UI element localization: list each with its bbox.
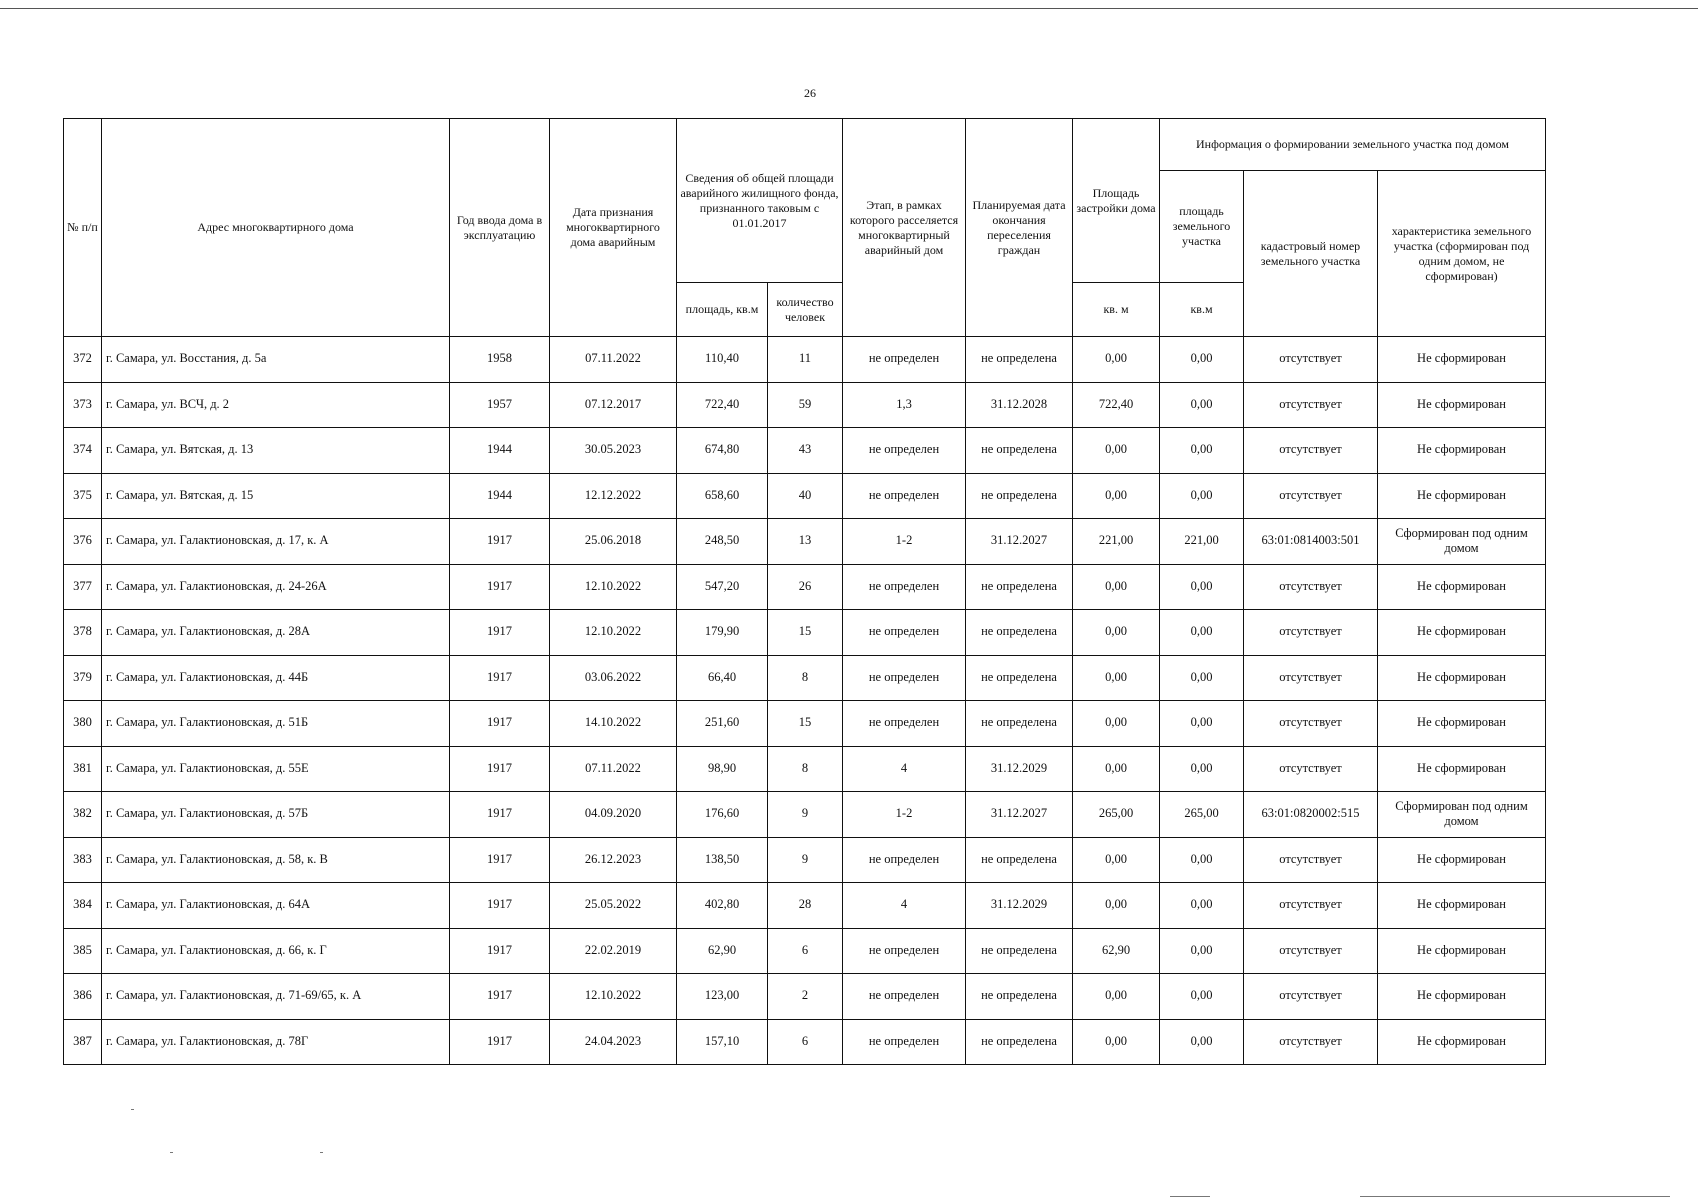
row-land-area: 265,00: [1160, 792, 1244, 838]
row-number: 385: [64, 928, 102, 974]
row-year: 1957: [450, 382, 550, 428]
row-building-area: 221,00: [1073, 519, 1160, 565]
table-row: [64, 837, 1546, 883]
row-people: 8: [768, 746, 843, 792]
row-planned-date: не определена: [966, 564, 1073, 610]
row-area: 658,60: [677, 473, 768, 519]
row-people: 2: [768, 974, 843, 1020]
row-land-status: Не сформирован: [1378, 974, 1546, 1020]
scan-speck: [320, 1152, 323, 1153]
table-row: [64, 974, 1546, 1020]
row-land-status: Не сформирован: [1378, 655, 1546, 701]
row-year: 1917: [450, 792, 550, 838]
row-area: 674,80: [677, 428, 768, 474]
row-area: 66,40: [677, 655, 768, 701]
row-address: г. Самара, ул. Галактионовская, д. 57Б: [102, 792, 450, 838]
scan-edge-line: [1360, 1196, 1670, 1197]
row-area: 110,40: [677, 337, 768, 383]
row-planned-date: 31.12.2027: [966, 519, 1073, 565]
row-recognition-date: 22.02.2019: [550, 928, 677, 974]
row-land-status: Не сформирован: [1378, 883, 1546, 929]
row-people: 15: [768, 701, 843, 747]
row-number: 376: [64, 519, 102, 565]
row-land-area: 0,00: [1160, 473, 1244, 519]
emergency-housing-table: [63, 118, 1546, 1065]
row-address: г. Самара, ул. Галактионовская, д. 28А: [102, 610, 450, 656]
row-address: г. Самара, ул. Галактионовская, д. 17, к. А: [102, 519, 450, 565]
row-area: 547,20: [677, 564, 768, 610]
row-stage: 1-2: [843, 792, 966, 838]
row-recognition-date: 26.12.2023: [550, 837, 677, 883]
row-planned-date: не определена: [966, 473, 1073, 519]
row-people: 9: [768, 837, 843, 883]
row-address: г. Самара, ул. Галактионовская, д. 66, к. Г: [102, 928, 450, 974]
row-land-area: 0,00: [1160, 701, 1244, 747]
scan-edge-line: [1170, 1196, 1210, 1197]
row-land-status: Сформирован под одним домом: [1378, 519, 1546, 565]
row-recognition-date: 12.12.2022: [550, 473, 677, 519]
row-building-area: 0,00: [1073, 837, 1160, 883]
row-cadastral: отсутствует: [1244, 1019, 1378, 1065]
row-land-area: 0,00: [1160, 610, 1244, 656]
row-land-status: Не сформирован: [1378, 337, 1546, 383]
header-people: количество человек: [768, 283, 843, 337]
row-address: г. Самара, ул. Галактионовская, д. 55Е: [102, 746, 450, 792]
row-planned-date: 31.12.2029: [966, 883, 1073, 929]
row-planned-date: не определена: [966, 337, 1073, 383]
row-building-area: 0,00: [1073, 610, 1160, 656]
header-cadastral: кадастровый номер земельного участка: [1244, 171, 1378, 337]
row-planned-date: не определена: [966, 655, 1073, 701]
row-address: г. Самара, ул. Вятская, д. 13: [102, 428, 450, 474]
row-planned-date: не определена: [966, 837, 1073, 883]
row-people: 15: [768, 610, 843, 656]
page-number: 26: [804, 86, 816, 100]
row-area: 402,80: [677, 883, 768, 929]
row-building-area: 722,40: [1073, 382, 1160, 428]
row-area: 123,00: [677, 974, 768, 1020]
row-cadastral: 63:01:0820002:515: [1244, 792, 1378, 838]
row-area: 251,60: [677, 701, 768, 747]
row-year: 1917: [450, 928, 550, 974]
row-building-area: 0,00: [1073, 655, 1160, 701]
row-stage: не определен: [843, 928, 966, 974]
row-planned-date: 31.12.2027: [966, 792, 1073, 838]
row-stage: не определен: [843, 655, 966, 701]
row-year: 1944: [450, 428, 550, 474]
row-planned-date: не определена: [966, 701, 1073, 747]
header-area-info: Сведения об общей площади аварийного жилищного фонда, признанного таковым с 01.01.2017: [677, 119, 843, 283]
table-row: [64, 655, 1546, 701]
row-land-area: 0,00: [1160, 564, 1244, 610]
row-stage: не определен: [843, 428, 966, 474]
table-row: [64, 701, 1546, 747]
row-people: 6: [768, 928, 843, 974]
row-number: 382: [64, 792, 102, 838]
row-stage: не определен: [843, 1019, 966, 1065]
row-address: г. Самара, ул. Галактионовская, д. 64А: [102, 883, 450, 929]
table-row: [64, 382, 1546, 428]
row-recognition-date: 25.06.2018: [550, 519, 677, 565]
row-land-status: Сформирован под одним домом: [1378, 792, 1546, 838]
row-planned-date: не определена: [966, 428, 1073, 474]
row-people: 9: [768, 792, 843, 838]
row-land-status: Не сформирован: [1378, 837, 1546, 883]
scan-speck: [131, 1109, 134, 1110]
row-cadastral: отсутствует: [1244, 473, 1378, 519]
row-year: 1917: [450, 1019, 550, 1065]
row-building-area: 0,00: [1073, 974, 1160, 1020]
row-people: 43: [768, 428, 843, 474]
row-recognition-date: 07.12.2017: [550, 382, 677, 428]
row-stage: 1,3: [843, 382, 966, 428]
row-area: 62,90: [677, 928, 768, 974]
table-row: [64, 519, 1546, 565]
row-stage: не определен: [843, 564, 966, 610]
row-land-status: Не сформирован: [1378, 610, 1546, 656]
header-stage: Этап, в рамках которого расселяется многоквартирный аварийный дом: [843, 119, 966, 337]
row-building-area: 0,00: [1073, 701, 1160, 747]
row-year: 1944: [450, 473, 550, 519]
row-stage: 1-2: [843, 519, 966, 565]
row-year: 1917: [450, 837, 550, 883]
row-building-area: 0,00: [1073, 428, 1160, 474]
row-recognition-date: 03.06.2022: [550, 655, 677, 701]
row-year: 1917: [450, 701, 550, 747]
row-land-area: 0,00: [1160, 1019, 1244, 1065]
table-row: [64, 337, 1546, 383]
row-land-area: 0,00: [1160, 974, 1244, 1020]
row-recognition-date: 07.11.2022: [550, 337, 677, 383]
table-row: [64, 473, 1546, 519]
table-row: [64, 610, 1546, 656]
row-land-status: Не сформирован: [1378, 928, 1546, 974]
row-stage: не определен: [843, 610, 966, 656]
table-row: [64, 792, 1546, 838]
table-row: [64, 428, 1546, 474]
row-number: 372: [64, 337, 102, 383]
row-number: 379: [64, 655, 102, 701]
row-number: 387: [64, 1019, 102, 1065]
row-people: 8: [768, 655, 843, 701]
row-year: 1917: [450, 655, 550, 701]
row-area: 179,90: [677, 610, 768, 656]
row-year: 1917: [450, 746, 550, 792]
row-stage: не определен: [843, 701, 966, 747]
row-stage: 4: [843, 883, 966, 929]
row-land-area: 0,00: [1160, 746, 1244, 792]
row-people: 26: [768, 564, 843, 610]
row-number: 381: [64, 746, 102, 792]
row-number: 377: [64, 564, 102, 610]
header-area-sqm: площадь, кв.м: [677, 283, 768, 337]
row-land-area: 0,00: [1160, 428, 1244, 474]
row-stage: не определен: [843, 337, 966, 383]
row-cadastral: отсутствует: [1244, 837, 1378, 883]
header-planned-date: Планируемая дата окончания переселения граждан: [966, 119, 1073, 337]
row-land-area: 0,00: [1160, 883, 1244, 929]
row-number: 384: [64, 883, 102, 929]
row-address: г. Самара, ул. Галактионовская, д. 78Г: [102, 1019, 450, 1065]
row-building-area: 0,00: [1073, 746, 1160, 792]
row-people: 6: [768, 1019, 843, 1065]
row-cadastral: отсутствует: [1244, 883, 1378, 929]
row-building-area: 0,00: [1073, 473, 1160, 519]
row-cadastral: отсутствует: [1244, 974, 1378, 1020]
row-building-area: 0,00: [1073, 1019, 1160, 1065]
row-recognition-date: 25.05.2022: [550, 883, 677, 929]
row-cadastral: отсутствует: [1244, 564, 1378, 610]
row-number: 383: [64, 837, 102, 883]
table-row: [64, 883, 1546, 929]
row-stage: 4: [843, 746, 966, 792]
row-address: г. Самара, ул. Галактионовская, д. 51Б: [102, 701, 450, 747]
header-num: № п/п: [64, 119, 102, 337]
row-address: г. Самара, ул. Галактионовская, д. 24-26А: [102, 564, 450, 610]
table-row: [64, 928, 1546, 974]
row-stage: не определен: [843, 974, 966, 1020]
row-address: г. Самара, ул. Вятская, д. 15: [102, 473, 450, 519]
header-land-area: площадь земельного участка: [1160, 171, 1244, 283]
row-area: 138,50: [677, 837, 768, 883]
row-planned-date: 31.12.2028: [966, 382, 1073, 428]
header-building-area-unit: кв. м: [1073, 283, 1160, 337]
row-recognition-date: 12.10.2022: [550, 974, 677, 1020]
row-cadastral: отсутствует: [1244, 701, 1378, 747]
row-stage: не определен: [843, 473, 966, 519]
row-cadastral: отсутствует: [1244, 382, 1378, 428]
row-recognition-date: 04.09.2020: [550, 792, 677, 838]
row-year: 1917: [450, 974, 550, 1020]
row-cadastral: отсутствует: [1244, 337, 1378, 383]
row-area: 722,40: [677, 382, 768, 428]
row-land-area: 0,00: [1160, 382, 1244, 428]
row-recognition-date: 30.05.2023: [550, 428, 677, 474]
row-building-area: 62,90: [1073, 928, 1160, 974]
row-building-area: 0,00: [1073, 883, 1160, 929]
row-cadastral: отсутствует: [1244, 610, 1378, 656]
row-building-area: 0,00: [1073, 337, 1160, 383]
row-year: 1917: [450, 610, 550, 656]
row-cadastral: 63:01:0814003:501: [1244, 519, 1378, 565]
row-area: 157,10: [677, 1019, 768, 1065]
row-address: г. Самара, ул. Восстания, д. 5а: [102, 337, 450, 383]
row-cadastral: отсутствует: [1244, 746, 1378, 792]
row-land-status: Не сформирован: [1378, 1019, 1546, 1065]
header-building-area: Площадь застройки дома: [1073, 119, 1160, 283]
row-people: 13: [768, 519, 843, 565]
row-people: 59: [768, 382, 843, 428]
header-land-area-unit: кв.м: [1160, 283, 1244, 337]
table-row: [64, 1019, 1546, 1065]
row-land-area: 0,00: [1160, 928, 1244, 974]
row-building-area: 265,00: [1073, 792, 1160, 838]
row-land-status: Не сформирован: [1378, 428, 1546, 474]
header-land-status: характеристика земельного участка (сформирован под одним домом, не сформирован): [1378, 171, 1546, 337]
row-land-status: Не сформирован: [1378, 382, 1546, 428]
table-body: [64, 337, 1546, 1065]
row-planned-date: 31.12.2029: [966, 746, 1073, 792]
row-land-status: Не сформирован: [1378, 701, 1546, 747]
row-address: г. Самара, ул. Галактионовская, д. 58, к. В: [102, 837, 450, 883]
header-address: Адрес многоквартирного дома: [102, 119, 450, 337]
row-recognition-date: 12.10.2022: [550, 564, 677, 610]
row-year: 1958: [450, 337, 550, 383]
row-planned-date: не определена: [966, 610, 1073, 656]
row-people: 28: [768, 883, 843, 929]
row-land-area: 0,00: [1160, 655, 1244, 701]
row-land-status: Не сформирован: [1378, 746, 1546, 792]
row-number: 378: [64, 610, 102, 656]
row-land-area: 0,00: [1160, 337, 1244, 383]
row-year: 1917: [450, 564, 550, 610]
row-building-area: 0,00: [1073, 564, 1160, 610]
scan-speck: [170, 1152, 173, 1153]
table-row: [64, 746, 1546, 792]
table-row: [64, 564, 1546, 610]
row-recognition-date: 24.04.2023: [550, 1019, 677, 1065]
row-recognition-date: 07.11.2022: [550, 746, 677, 792]
row-area: 248,50: [677, 519, 768, 565]
row-land-status: Не сформирован: [1378, 564, 1546, 610]
row-number: 380: [64, 701, 102, 747]
row-year: 1917: [450, 883, 550, 929]
header-year: Год ввода дома в эксплуатацию: [450, 119, 550, 337]
row-recognition-date: 12.10.2022: [550, 610, 677, 656]
header-recognition-date: Дата признания многоквартирного дома аварийным: [550, 119, 677, 337]
row-number: 386: [64, 974, 102, 1020]
row-planned-date: не определена: [966, 974, 1073, 1020]
row-number: 373: [64, 382, 102, 428]
scan-edge-line: [0, 8, 1698, 9]
row-year: 1917: [450, 519, 550, 565]
row-area: 98,90: [677, 746, 768, 792]
row-land-area: 221,00: [1160, 519, 1244, 565]
row-cadastral: отсутствует: [1244, 655, 1378, 701]
row-area: 176,60: [677, 792, 768, 838]
row-recognition-date: 14.10.2022: [550, 701, 677, 747]
row-stage: не определен: [843, 837, 966, 883]
row-people: 11: [768, 337, 843, 383]
row-cadastral: отсутствует: [1244, 928, 1378, 974]
row-land-status: Не сформирован: [1378, 473, 1546, 519]
header-land-info: Информация о формировании земельного участка под домом: [1160, 119, 1546, 171]
row-number: 374: [64, 428, 102, 474]
row-address: г. Самара, ул. Галактионовская, д. 44Б: [102, 655, 450, 701]
row-cadastral: отсутствует: [1244, 428, 1378, 474]
row-planned-date: не определена: [966, 1019, 1073, 1065]
row-planned-date: не определена: [966, 928, 1073, 974]
row-people: 40: [768, 473, 843, 519]
row-address: г. Самара, ул. ВСЧ, д. 2: [102, 382, 450, 428]
row-land-area: 0,00: [1160, 837, 1244, 883]
row-address: г. Самара, ул. Галактионовская, д. 71-69/65, к. А: [102, 974, 450, 1020]
row-number: 375: [64, 473, 102, 519]
